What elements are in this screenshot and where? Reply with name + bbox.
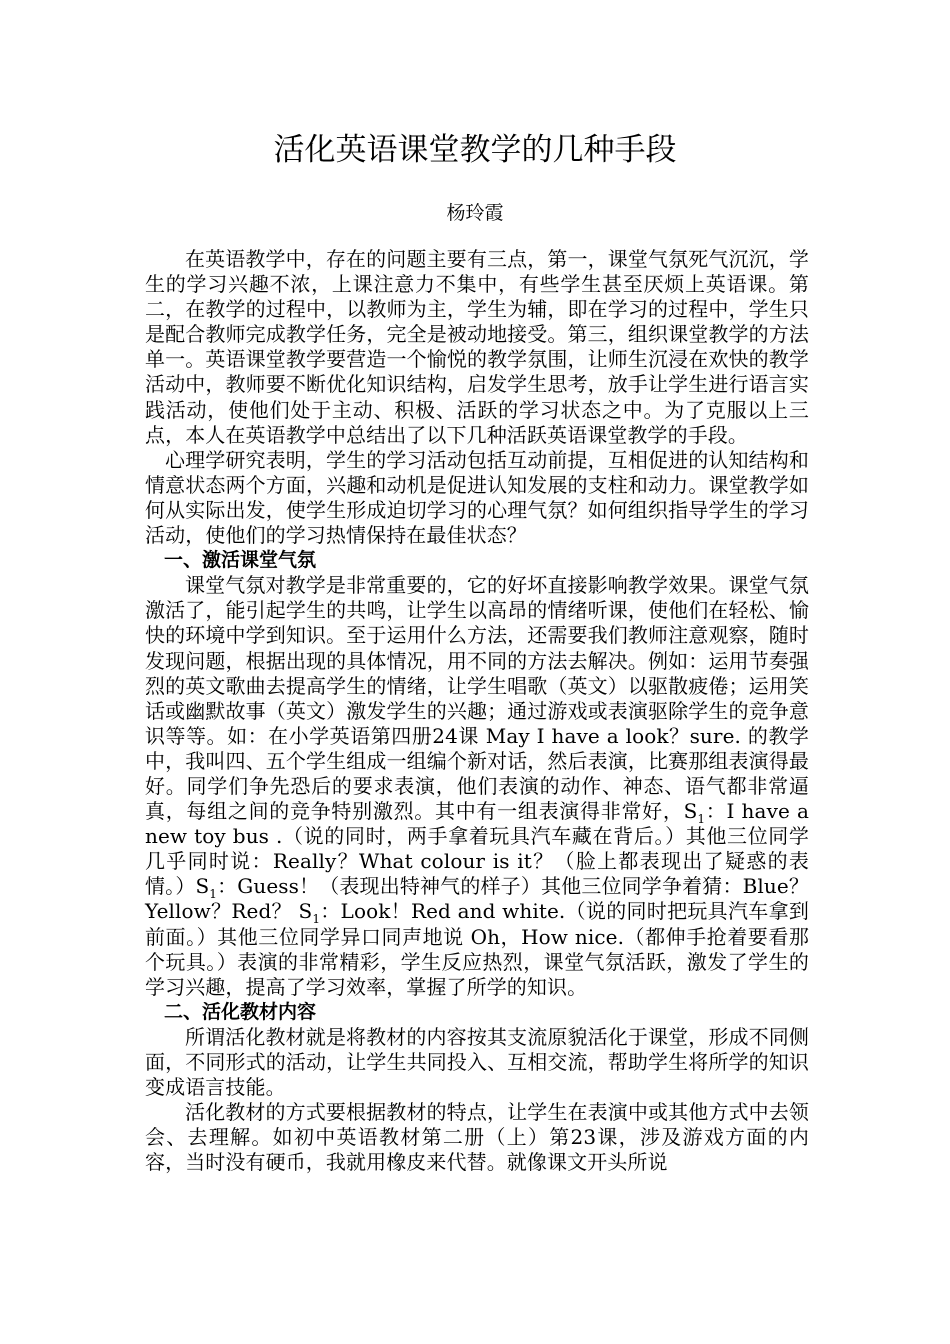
section-1-heading: 一、激活课堂气氛 xyxy=(164,549,317,572)
subscript-2: 1 xyxy=(209,887,218,902)
document-author: 杨玲霞 xyxy=(446,202,504,224)
section-1-text-c: ：Guess！（表现出特神气的样子）其他三位同学争着猜：Blue？Yellow？Red？ S xyxy=(145,874,809,924)
section-2-paragraph-1: 所谓活化教材就是将教材的内容按其支流原貌活化于课堂，形成不同侧面，不同形式的活动，让学生共同投入、互相交流，帮助学生将所学的知识变成语言技能。 xyxy=(145,1024,809,1100)
section-2-heading: 二、活化教材内容 xyxy=(164,1000,317,1023)
section-1-text-a: 课堂气氛对教学是非常重要的，它的好坏直接影响教学效果。课堂气氛激活了，能引起学生的共鸣，让学生以高昂的情绪听课，使他们在轻松、愉快的环境中学到知识。至于运用什么方法，还需要我们教师注意观察，随时发现问题，根据出现的具体情况，用不同的方法去解决。例如：运用节奏强烈的英文歌曲去提高学生的情绪，让学生唱歌（英文）以驱散疲倦；运用笑话或幽默故事（英文）激发学生的兴趣；通过游戏或表演驱除学生的竞争意识等等。如：在小学英语第四册24课 May I have a look？sure. 的教学中，我叫四、五个学生组成一组编个新对话，然后表演，比赛那组表演得最好。同学们争先恐后的要求表演，他们表演的动作、神态、语气都非常逼真，每组之间的竞争特别激烈。其中有一组表演得非常好，S xyxy=(145,573,809,824)
subscript-3: 1 xyxy=(312,912,321,927)
intro-paragraph-1: 在英语教学中，存在的问题主要有三点，第一，课堂气氛死气沉沉，学生的学习兴趣不浓，上课注意力不集中，有些学生甚至厌烦上英语课。第二，在教学的过程中，以教师为主，学生为辅，即在学习的过程中，学生只是配合教师完成教学任务，完全是被动地接受。第三，组织课堂教学的方法单一。英语课堂教学要营造一个愉悦的教学氛围，让师生沉浸在欢快的教学活动中，教师要不断优化知识结构，启发学生思考，放手让学生进行语言实践活动，使他们处于主动、积极、活跃的学习状态之中。为了克服以上三点，本人在英语教学中总结出了以下几种活跃英语课堂教学的手段。 xyxy=(145,247,809,447)
section-2-paragraph-2: 活化教材的方式要根据教材的特点，让学生在表演中或其他方式中去领会、去理解。如初中英语教材第二册（上）第23课，涉及游戏方面的内容，当时没有硬币，我就用橡皮来代替。就像课文开头所说 xyxy=(145,1100,809,1175)
document-title: 活化英语课堂教学的几种手段 xyxy=(273,132,677,168)
intro-paragraph-2: 心理学研究表明，学生的学习活动包括互动前提，互相促进的认知结构和情意状态两个方面，兴趣和动机是促进认知发展的支柱和动力。课堂教学如何从实际出发，使学生形成迫切学习的心理气氛？如何组织指导学生的学习活动，使他们的学习热情保持在最佳状态？ xyxy=(145,447,809,548)
subscript-1: 1 xyxy=(697,812,706,827)
section-1-text-d: ：Look！Red and white.（说的同时把玩具汽车拿到前面。）其他三位同学异口同声地说 Oh，How nice.（都伸手抢着要看那个玩具。）表演的非常精彩，学生反应热烈，课堂气氛活跃，激发了学生的学习兴趣，提高了学习效率，掌握了所学的知识。 xyxy=(145,899,809,999)
section-1-text-b: ：I have a new toy bus .（说的同时，两手拿着玩具汽车藏在背后。）其他三位同学几乎同时说：Really？What colour is it？（脸上都表现出了疑惑的表情。）S xyxy=(145,799,809,899)
section-1-paragraph-1 xyxy=(145,573,809,1000)
document-body xyxy=(145,247,809,1175)
